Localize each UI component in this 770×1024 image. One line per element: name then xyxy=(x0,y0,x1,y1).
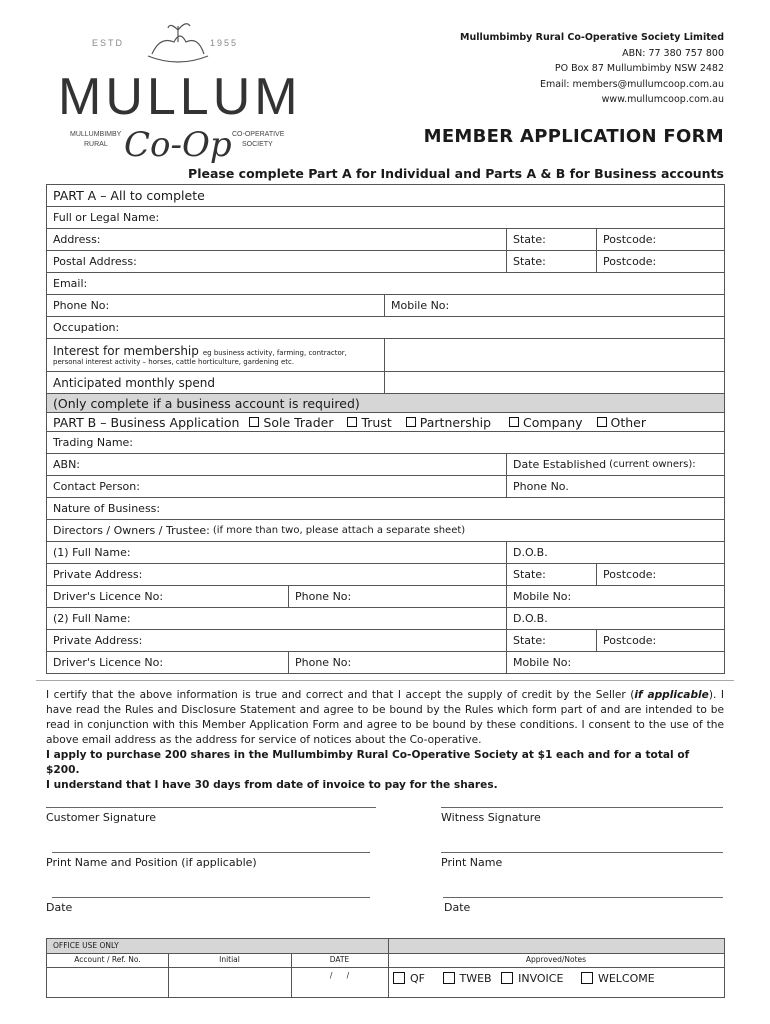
directors-note: (if more than two, please attach a separate sheet) xyxy=(212,525,466,536)
office-initial-label: Initial xyxy=(219,955,240,964)
office-heading-bar-right xyxy=(388,939,724,954)
print-name-line[interactable] xyxy=(441,852,723,853)
org-po-box: PO Box 87 Mullumbimby NSW 2482 xyxy=(554,63,724,74)
date-established-note: (current owners): xyxy=(609,459,696,470)
interest-row xyxy=(47,339,724,372)
postal-state-field[interactable]: State: xyxy=(507,251,597,272)
full-name-row xyxy=(47,207,724,229)
option-trust: Trust xyxy=(361,414,392,430)
date-established-label: Date Established xyxy=(513,458,607,471)
org-email: Email: members@mullumcoop.com.au xyxy=(539,78,724,90)
abn-row xyxy=(47,454,724,476)
declaration-part-1: I certify that the above information is true and correct and that I accept the supply of credit by the Seller ( xyxy=(46,689,635,701)
option-company: Company xyxy=(523,414,583,430)
postal-address-field[interactable]: Postal Address: xyxy=(47,251,507,272)
state-field[interactable]: State: xyxy=(507,229,597,250)
spend-label: Anticipated monthly spend xyxy=(47,372,385,393)
director-1-phone-field[interactable]: Phone No: xyxy=(289,586,507,607)
sole-trader-checkbox[interactable] xyxy=(249,417,259,427)
trading-name-row xyxy=(47,432,724,454)
declaration-text xyxy=(46,688,724,793)
partnership-checkbox[interactable] xyxy=(406,417,416,427)
director-1-state-field[interactable]: State: xyxy=(507,564,597,585)
part-b-heading-cell xyxy=(47,413,724,431)
logo-script: Co-Op xyxy=(124,125,232,165)
application-form-table xyxy=(46,184,725,674)
director-2-address-field[interactable]: Private Address: xyxy=(47,630,507,651)
check-qf: QF xyxy=(410,972,425,985)
witness-signature-label: Witness Signature xyxy=(441,811,541,824)
office-date-slashes: / / xyxy=(329,971,350,980)
mobile-field[interactable]: Mobile No: xyxy=(391,299,450,312)
director-1-licence-field[interactable]: Driver's Licence No: xyxy=(47,586,289,607)
director-1-name-row xyxy=(47,542,724,564)
director-2-mobile-field[interactable]: Mobile No: xyxy=(513,656,572,669)
director-2-postcode-field[interactable]: Postcode: xyxy=(603,634,657,647)
address-row xyxy=(47,229,724,251)
logo-right-2: SOCIETY xyxy=(242,141,273,148)
office-heading-bar xyxy=(47,939,388,954)
occupation-field[interactable]: Occupation: xyxy=(53,321,120,334)
logo-estd: ESTD xyxy=(92,38,125,48)
postal-address-row xyxy=(47,251,724,273)
org-web: www.mullumcoop.com.au xyxy=(601,94,724,105)
phone-row xyxy=(47,295,724,317)
page-title: MEMBER APPLICATION FORM xyxy=(423,126,724,147)
email-field[interactable]: Email: xyxy=(53,277,88,290)
check-welcome: WELCOME xyxy=(597,972,655,985)
trust-checkbox[interactable] xyxy=(347,417,357,427)
logo-right-1: CO-OPERATIVE xyxy=(232,131,285,138)
directors-label: Directors / Owners / Trustee: xyxy=(53,524,210,537)
spend-row xyxy=(47,372,724,394)
logo-brand: MULLUM xyxy=(58,68,302,126)
declaration-if-applicable: if applicable xyxy=(634,689,709,701)
director-2-dob-field[interactable]: D.O.B. xyxy=(513,612,548,625)
directors-row xyxy=(47,520,724,542)
check-tweb: TWEB xyxy=(459,972,492,985)
director-2-address-row xyxy=(47,630,724,652)
print-position-line[interactable] xyxy=(52,852,370,853)
declaration-payment: I understand that I have 30 days from date of invoice to pay for the shares. xyxy=(46,779,498,791)
director-2-phone-field[interactable]: Phone No: xyxy=(289,652,507,673)
business-phone-field[interactable]: Phone No. xyxy=(513,480,569,493)
part-b-heading: PART B – Business Application xyxy=(53,414,240,430)
declaration-shares: I apply to purchase 200 shares in the Mullumbimby Rural Co-Operative Society at $1 each and for a total of $200. xyxy=(46,749,690,776)
date-established-field[interactable] xyxy=(507,454,724,475)
print-name-label: Print Name xyxy=(441,856,503,869)
section-divider xyxy=(36,680,734,681)
org-details xyxy=(460,30,724,108)
office-approved-label: Approved/Notes xyxy=(525,955,587,964)
declaration-part-2: ). I have read the Rules and Disclosure Statement and agree to be bound by the Rules which form part of and are intended to be read in conjunction with this Member Application Form and agree to be bound by these conditions. I consent to the use of the above email address as the address for service of notices about the Co-operative. xyxy=(46,689,724,746)
director-1-licence-row xyxy=(47,586,724,608)
part-b-heading-row xyxy=(47,413,724,432)
print-position-label: Print Name and Position (if applicable) xyxy=(46,856,257,869)
address-field[interactable]: Address: xyxy=(47,229,507,250)
abn-field[interactable]: ABN: xyxy=(47,454,507,475)
date-left-label: Date xyxy=(46,901,73,914)
office-date-label: DATE xyxy=(329,955,350,964)
director-1-mobile-field[interactable]: Mobile No: xyxy=(513,590,572,603)
option-sole-trader: Sole Trader xyxy=(263,414,334,430)
org-abn: ABN: 77 380 757 800 xyxy=(622,47,724,59)
director-1-address-field[interactable]: Private Address: xyxy=(47,564,507,585)
welcome-checkbox[interactable] xyxy=(581,972,593,984)
hands-plant-icon xyxy=(148,24,208,62)
interest-note-1: eg business activity, farming, contractor, xyxy=(202,349,347,357)
date-right-line[interactable] xyxy=(443,897,723,898)
part-a-heading: PART A – All to complete xyxy=(53,188,205,203)
interest-field[interactable] xyxy=(385,339,724,371)
contact-field[interactable]: Contact Person: xyxy=(47,476,507,497)
postal-postcode-field[interactable]: Postcode: xyxy=(603,255,657,268)
logo-left-1: MULLUMBIMBY xyxy=(70,131,122,138)
check-invoice: INVOICE xyxy=(518,972,564,985)
director-2-licence-field[interactable]: Driver's Licence No: xyxy=(47,652,289,673)
witness-signature-line[interactable] xyxy=(441,807,723,808)
contact-row xyxy=(47,476,724,498)
other-checkbox[interactable] xyxy=(597,417,607,427)
part-a-heading-row xyxy=(47,185,724,207)
spend-field[interactable] xyxy=(385,372,724,393)
nature-field[interactable]: Nature of Business: xyxy=(53,502,161,515)
qf-checkbox[interactable] xyxy=(393,972,405,984)
page-subtitle: Please complete Part A for Individual and Parts A & B for Business accounts xyxy=(188,166,724,181)
interest-label-cell xyxy=(47,339,385,371)
office-heading: OFFICE USE ONLY xyxy=(53,941,119,950)
interest-note-2: personal interest activity – horses, cattle horticulture, gardening etc. xyxy=(53,358,295,366)
phone-field[interactable]: Phone No: xyxy=(47,295,385,316)
postcode-field[interactable]: Postcode: xyxy=(603,233,657,246)
director-2-name-field[interactable]: (2) Full Name: xyxy=(47,608,507,629)
office-account-label: Account / Ref. No. xyxy=(74,955,141,964)
occupation-row xyxy=(47,317,724,339)
business-only-note: (Only complete if a business account is required) xyxy=(53,395,360,411)
date-right-label: Date xyxy=(444,901,471,914)
director-1-name-field[interactable]: (1) Full Name: xyxy=(47,542,507,563)
invoice-checkbox[interactable] xyxy=(501,972,513,984)
company-checkbox[interactable] xyxy=(509,417,519,427)
customer-signature-line[interactable] xyxy=(46,807,376,808)
director-2-state-field[interactable]: State: xyxy=(507,630,597,651)
director-1-dob-field[interactable]: D.O.B. xyxy=(513,546,548,559)
tweb-checkbox[interactable] xyxy=(443,972,455,984)
business-only-row xyxy=(47,394,724,413)
option-other: Other xyxy=(610,414,647,430)
directors-label-cell xyxy=(47,520,724,541)
director-1-address-row xyxy=(47,564,724,586)
director-1-postcode-field[interactable]: Postcode: xyxy=(603,568,657,581)
office-checks xyxy=(393,972,655,985)
interest-label: Interest for membership xyxy=(53,344,199,358)
date-left-line[interactable] xyxy=(52,897,370,898)
trading-name-field[interactable]: Trading Name: xyxy=(53,436,134,449)
customer-signature-label: Customer Signature xyxy=(46,811,156,824)
logo-year: 1955 xyxy=(210,38,239,48)
nature-row xyxy=(47,498,724,520)
director-2-name-row xyxy=(47,608,724,630)
org-name: Mullumbimby Rural Co-Operative Society Limited xyxy=(460,32,724,43)
option-partnership: Partnership xyxy=(419,414,492,430)
office-use-box xyxy=(46,938,725,998)
email-row xyxy=(47,273,724,295)
director-2-licence-row xyxy=(47,652,724,673)
logo-left-2: RURAL xyxy=(84,141,108,148)
full-name-field[interactable]: Full or Legal Name: xyxy=(53,211,160,224)
